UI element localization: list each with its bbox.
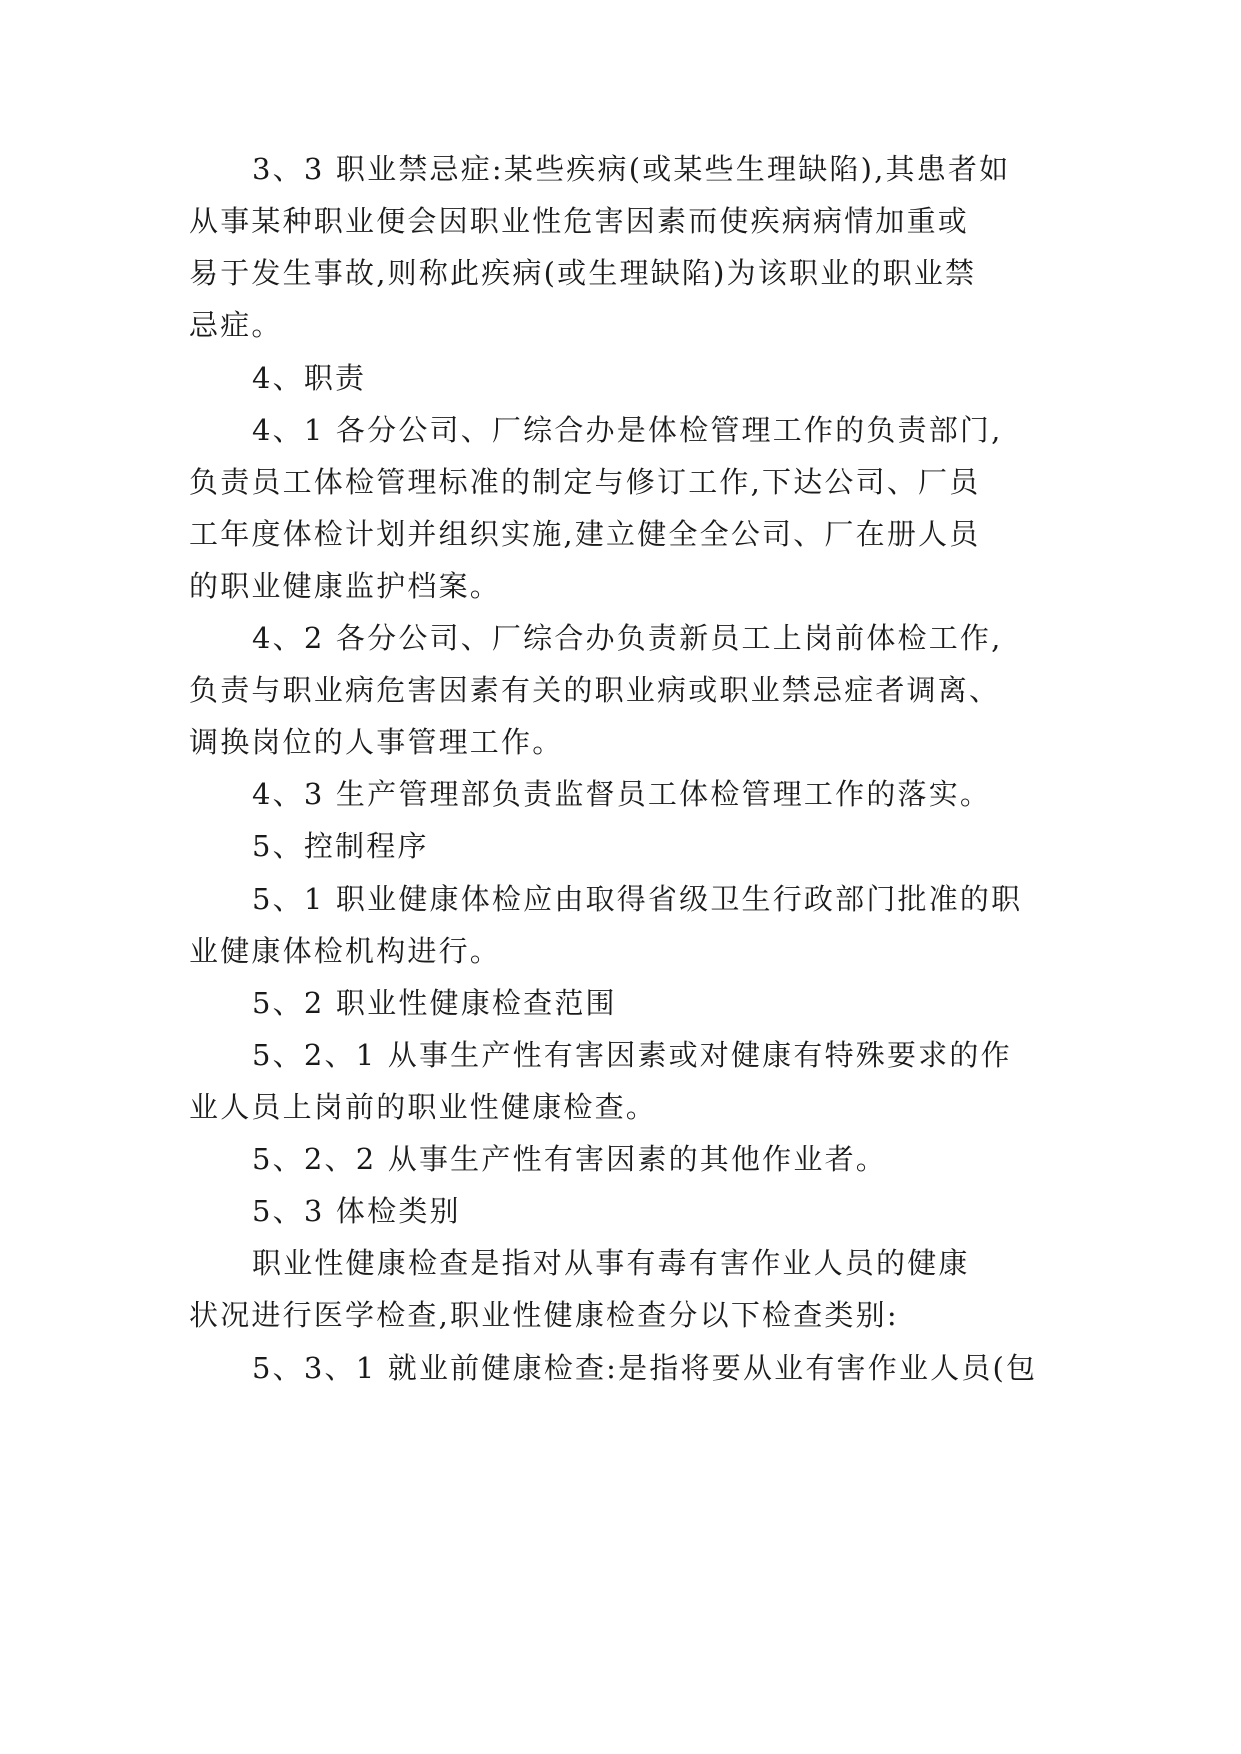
text-line: 的职业健康监护档案。 (189, 569, 502, 603)
text-line: 负责与职业病危害因素有关的职业病或职业禁忌症者调离、 (189, 673, 1001, 707)
text-line: 5、1 职业健康体检应由取得省级卫生行政部门批准的职 (252, 882, 1023, 916)
text-line: 5、2、2 从事生产性有害因素的其他作业者。 (252, 1142, 887, 1176)
section-heading: 5、控制程序 (252, 829, 429, 863)
text-line: 5、3、1 就业前健康检查:是指将要从业有害作业人员(包 (252, 1351, 1038, 1385)
text-line: 4、2 各分公司、厂综合办负责新员工上岗前体检工作, (252, 621, 1003, 655)
text-line: 业人员上岗前的职业性健康检查。 (189, 1090, 658, 1124)
text-line: 忌症。 (189, 308, 283, 342)
text-line: 4、1 各分公司、厂综合办是体检管理工作的负责部门, (252, 413, 1003, 447)
text-line: 易于发生事故,则称此疾病(或生理缺陷)为该职业的职业禁 (189, 256, 977, 290)
text-line: 调换岗位的人事管理工作。 (189, 725, 564, 759)
text-line: 4、3 生产管理部负责监督员工体检管理工作的落实。 (252, 777, 992, 811)
text-line: 工年度体检计划并组织实施,建立健全全公司、厂在册人员 (189, 517, 981, 551)
section-heading: 4、职责 (252, 361, 367, 395)
text-line: 5、2、1 从事生产性有害因素或对健康有特殊要求的作 (252, 1038, 1012, 1072)
text-line: 业健康体检机构进行。 (189, 934, 502, 968)
text-line: 3、3 职业禁忌症:某些疾病(或某些生理缺陷),其患者如 (252, 152, 1011, 186)
subsection-heading: 5、2 职业性健康检查范围 (252, 986, 617, 1020)
text-line: 状况进行医学检查,职业性健康检查分以下检查类别: (189, 1298, 899, 1332)
text-line: 职业性健康检查是指对从事有毒有害作业人员的健康 (252, 1246, 970, 1280)
text-line: 负责员工体检管理标准的制定与修订工作,下达公司、厂员 (189, 465, 981, 499)
subsection-heading: 5、3 体检类别 (252, 1194, 461, 1228)
text-line: 从事某种职业便会因职业性危害因素而使疾病病情加重或 (189, 204, 970, 238)
